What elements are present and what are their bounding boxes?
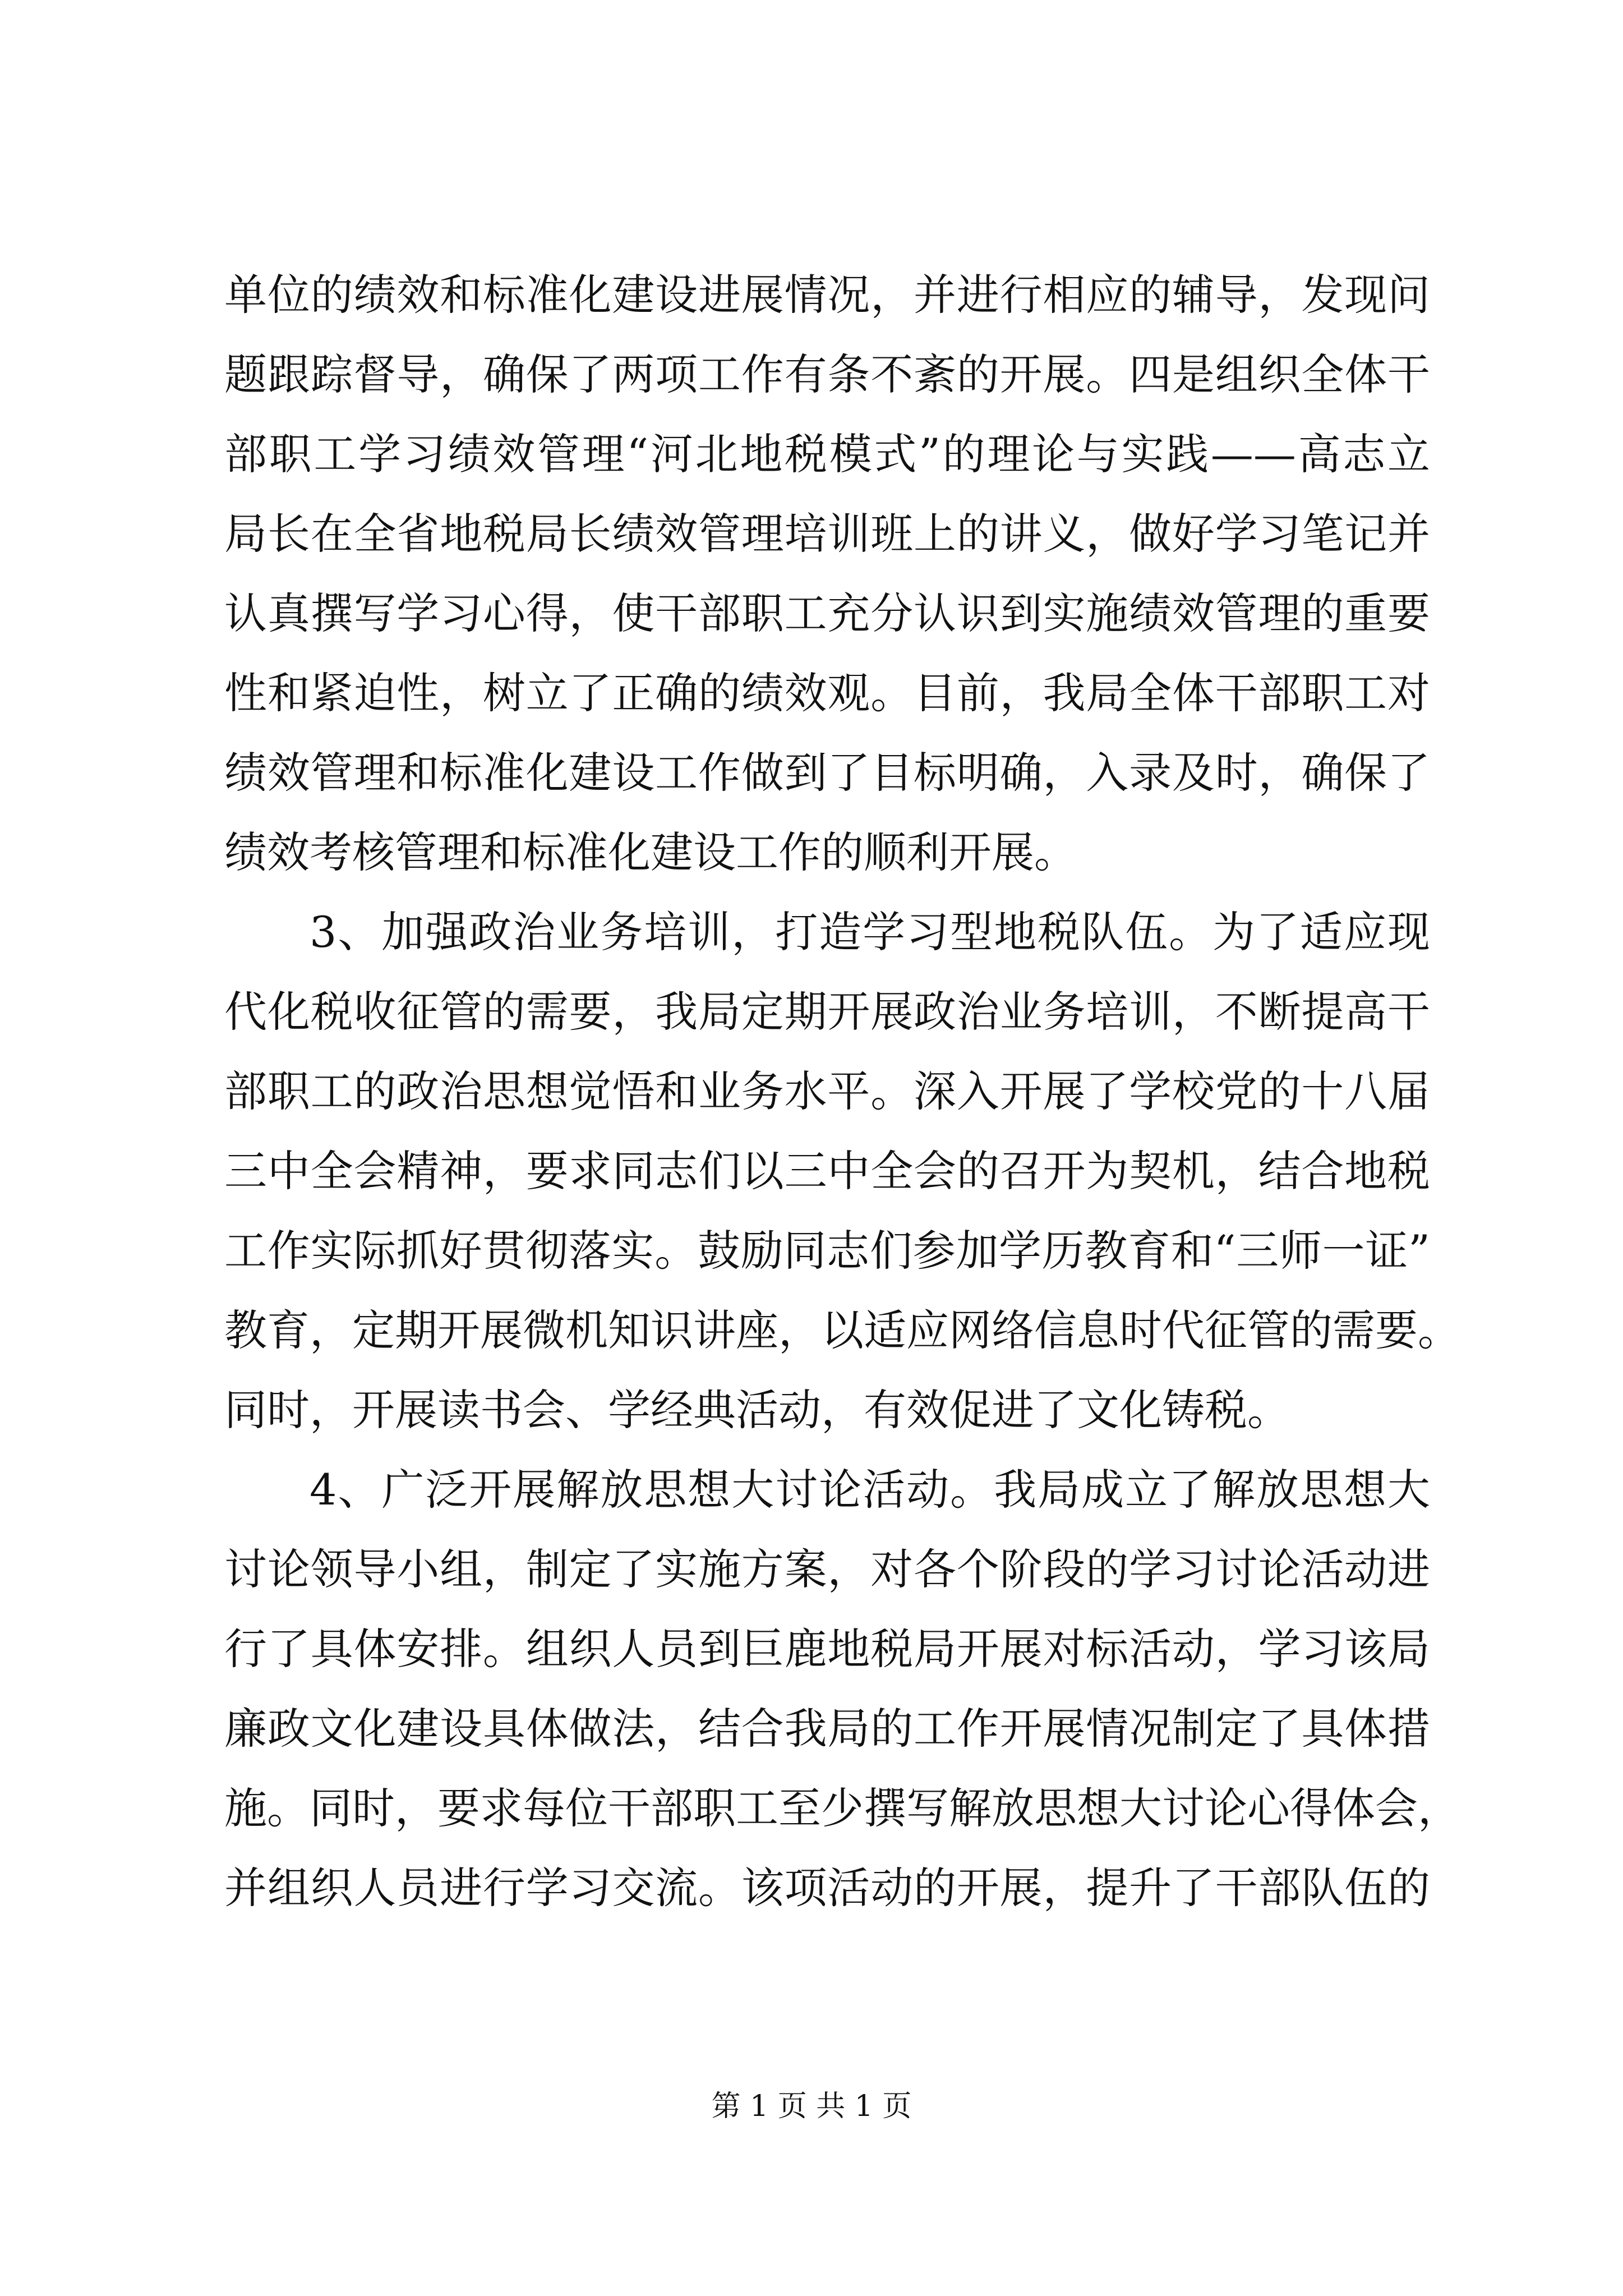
- text-line: 部职工的政治思想觉悟和业务水平。深入开展了学校党的十八届: [224, 1066, 1430, 1116]
- text-line: 工作实际抓好贯彻落实。鼓励同志们参加学历教育和“三师一证”: [224, 1226, 1430, 1276]
- text-line: 廉政文化建设具体做法，结合我局的工作开展情况制定了具体措: [224, 1704, 1430, 1754]
- text-line: 并组织人员进行学习交流。该项活动的开展，提升了干部队伍的: [224, 1863, 1430, 1913]
- text-line: 性和紧迫性，树立了正确的绩效观。目前，我局全体干部职工对: [224, 668, 1430, 718]
- page-number-footer: 第 1 页 共 1 页: [711, 2090, 912, 2123]
- text-line: 单位的绩效和标准化建设进展情况，并进行相应的辅导，发现问: [224, 270, 1430, 320]
- text-line: 认真撰写学习心得，使干部职工充分认识到实施绩效管理的重要: [224, 588, 1430, 638]
- text-line: 施。同时，要求每位干部职工至少撰写解放思想大讨论心得体会，: [224, 1783, 1460, 1833]
- text-line: 行了具体安排。组织人员到巨鹿地税局开展对标活动，学习该局: [224, 1624, 1430, 1674]
- text-line: 绩效管理和标准化建设工作做到了目标明确，入录及时，确保了: [224, 748, 1430, 798]
- text-line: 部职工学习绩效管理“河北地税模式”的理论与实践——高志立: [224, 429, 1430, 479]
- text-line: 讨论领导小组，制定了实施方案，对各个阶段的学习讨论活动进: [224, 1544, 1430, 1594]
- text-line: 教育，定期开展微机知识讲座，以适应网络信息时代征管的需要。: [224, 1305, 1460, 1355]
- paragraph-heading-line: 4、广泛开展解放思想大讨论活动。我局成立了解放思想大: [310, 1465, 1430, 1515]
- text-line: 局长在全省地税局长绩效管理培训班上的讲义，做好学习笔记并: [224, 509, 1430, 559]
- text-line: 三中全会精神，要求同志们以三中全会的召开为契机，结合地税: [224, 1146, 1430, 1196]
- document-body: [224, 255, 1460, 1928]
- text-line: 绩效考核管理和标准化建设工作的顺利开展。: [224, 827, 1077, 877]
- paragraph-heading-line: 3、加强政治业务培训，打造学习型地税队伍。为了适应现: [310, 907, 1430, 957]
- text-line: 同时，开展读书会、学经典活动，有效促进了文化铸税。: [224, 1385, 1290, 1435]
- text-line: 题跟踪督导，确保了两项工作有条不紊的开展。四是组织全体干: [224, 349, 1430, 399]
- text-line: 代化税收征管的需要，我局定期开展政治业务培训，不断提高干: [224, 987, 1430, 1037]
